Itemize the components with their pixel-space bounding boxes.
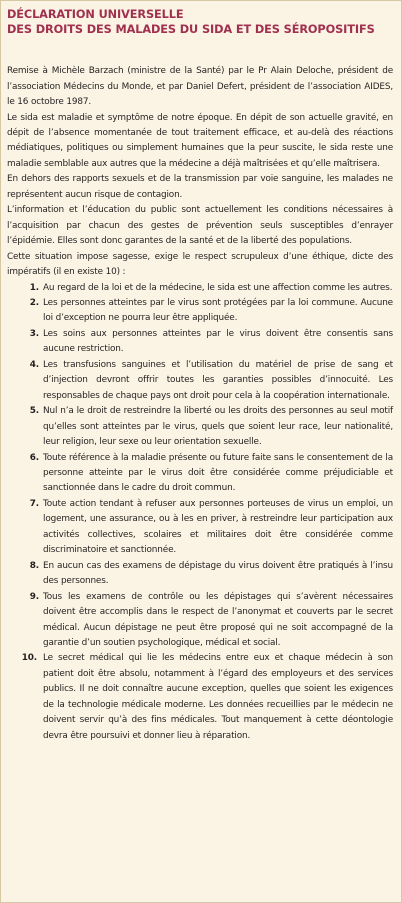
title-line-2: DES DROITS DES MALADES DU SIDA ET DES SÉROPOSITIFS — [7, 22, 375, 36]
item-number: 7. — [29, 498, 39, 509]
intro-paragraph: Remise à Michèle Barzach (ministre de la Santé) par le Pr Alain Deloche, président de l’association Médecins du Monde, et par Daniel Defert, président de l’association AIDES, le 16 octobre 1987. — [7, 66, 393, 108]
item-number: 5. — [29, 406, 39, 417]
item-text: Nul n’a le droit de restreindre la liberté ou les droits des personnes au seul motif qu’elles sont atteintes par le virus, quels que soient leur race, leur nationalité, leur religion, leur sexe ou leur orientation sexuelle. — [43, 406, 393, 448]
list-item — [7, 590, 393, 652]
document-body — [7, 64, 393, 744]
item-text: En aucun cas des examens de dépistage du virus doivent être pratiqués à l’insu des personnes. — [43, 560, 393, 587]
body-paragraph: En dehors des rapports sexuels et de la transmission par voie sanguine, les malades ne représentent aucun risque de contagion. — [7, 174, 393, 200]
item-number: 10. — [21, 653, 37, 664]
item-text: Les transfusions sanguines et l’utilisation du matériel de prise de sang et d’injection devront offrir toutes les garanties possibles d’innocuité. Les responsables de chaque pays ont droit pour cela à la coopération internationale. — [43, 359, 393, 401]
item-text: Les soins aux personnes atteintes par le virus doivent être consentis sans aucune restriction. — [43, 328, 393, 355]
list-item — [7, 651, 393, 744]
item-text: Les personnes atteintes par le virus sont protégées par la loi commune. Aucune loi d’exception ne pourra leur être appliquée. — [43, 297, 393, 324]
item-text: Tous les examens de contrôle ou les dépistages qui s’avèrent nécessaires doivent être accomplis dans le respect de l’anonymat et couverts par le secret médical. Aucun dépistage ne peut être proposé qui ne soit accompagné de la garantie d’un soutien psychologique, médical et social. — [43, 591, 393, 648]
imperatives-list — [7, 281, 393, 745]
item-number: 3. — [29, 328, 39, 339]
title-line-1: DÉCLARATION UNIVERSELLE — [7, 8, 184, 21]
list-item — [7, 296, 393, 327]
list-item — [7, 327, 393, 358]
list-item — [7, 559, 393, 590]
item-text: Au regard de la loi et de la médecine, le sida est une affection comme les autres. — [43, 282, 393, 293]
body-paragraph: Le sida est maladie et symptôme de notre époque. En dépit de son actuelle gravité, en dépit de l’absence momentanée de tout traitement efficace, et au-delà des réactions médiatiques, politiques ou simplement humaines que la peur suscite, le sida reste une maladie semblable aux autres que la médecine a déjà maîtrisées et qu’elle maîtrisera. — [7, 112, 393, 169]
item-number: 8. — [29, 560, 39, 571]
item-number: 2. — [29, 297, 39, 308]
list-item — [7, 451, 393, 497]
list-item — [7, 281, 393, 296]
item-number: 4. — [29, 359, 39, 370]
item-text: Toute référence à la maladie présente ou future faite sans le consentement de la personne atteinte par le virus doit être considérée comme préjudiciable et sanctionnée dans le cadre du droit commun. — [43, 452, 393, 494]
list-item — [7, 404, 393, 450]
list-item — [7, 358, 393, 404]
document-title — [7, 8, 393, 37]
item-number: 6. — [29, 452, 39, 463]
item-text: Le secret médical qui lie les médecins entre eux et chaque médecin à son patient doit être absolu, notamment à l’égard des employeurs et des services publics. Il ne doit connaître aucune exception, quelles que soient les exigences de la technologie médicale moderne. Les données recueillies par le médecin ne doivent servir qu’à des fins médicales. Tout manquement à cette déontologie devra être poursuivi et donner lieu à réparation. — [43, 653, 393, 741]
item-number: 9. — [29, 591, 39, 602]
list-item — [7, 497, 393, 559]
item-number: 1. — [29, 282, 39, 293]
body-paragraph: Cette situation impose sagesse, exige le respect scrupuleux d’une éthique, dicte des impératifs (il en existe 10) : — [7, 251, 393, 278]
body-paragraph: L’information et l’éducation du public sont actuellement les conditions nécessaires à l’acquisition par chacun des gestes de prévention seuls susceptibles d’enrayer l’épidémie. Elles sont donc garantes de la santé et de la liberté des populations. — [7, 205, 393, 247]
item-text: Toute action tendant à refuser aux personnes porteuses de virus un emploi, un logement, une assurance, ou à les en priver, à restreindre leur participation aux activités collectives, scolaires et militaires doit être considérée comme discriminatoire et sanctionnée. — [43, 498, 393, 556]
